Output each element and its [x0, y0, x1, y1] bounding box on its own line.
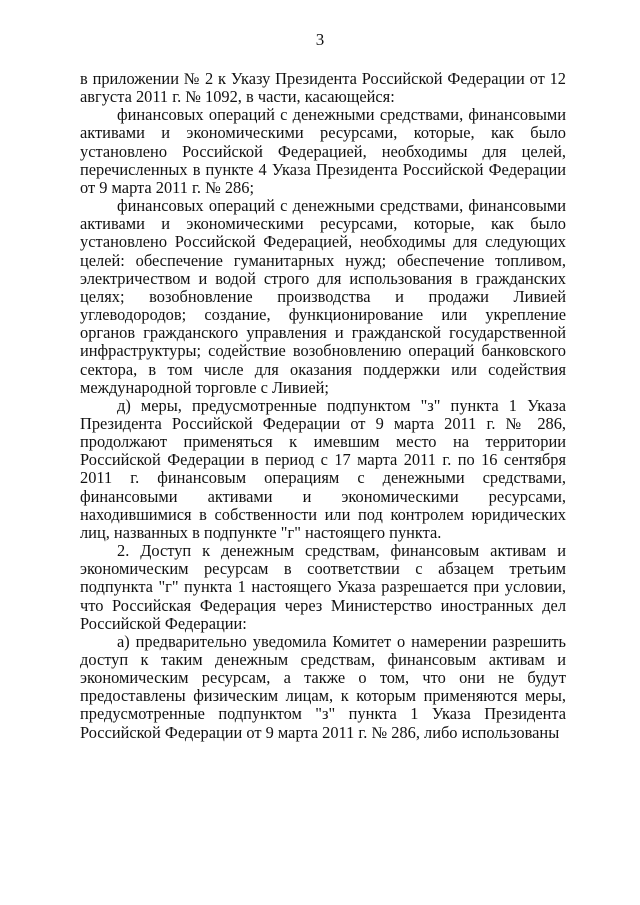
paragraph: а) предварительно уведомила Комитет о намерении разрешить доступ к таким денежным средствам, финансовым активам и экономическим ресурсам, а также о том, что они не будут предоставлены физическим лицам, к которым применяются меры, предусмотренные подпунктом "з" пункта 1 Указа Президента Российской Федерации от 9 марта 2011 г. № 286, либо использованы: [80, 631, 566, 742]
paragraph: финансовых операций с денежными средствами, финансовыми активами и экономическими ресурсами, которые, как было установлено Российской Федерацией, необходимы для следующих целей: обеспечение гуманитарных нужд; обеспечение топливом, электричеством и водой строго для использования в гражданских целях; возобновление производства и продажи Ливией углеводородов; создание, функционирование или укрепление органов гражданского управления и гражданской государственной инфраструктуры; содействие возобновлению операций банковского сектора, в том числе для оказания поддержки или содействия международной торговле с Ливией;: [80, 196, 566, 397]
page-number: 3: [315, 30, 325, 49]
paragraph: 2. Доступ к денежным средствам, финансовым активам и экономическим ресурсам в соответствии с абзацем третьим подпункта "г" пункта 1 настоящего Указа разрешается при условии, что Российская Федерация через Министерство иностранных дел Российской Федерации:: [80, 541, 566, 633]
paragraph: финансовых операций с денежными средствами, финансовыми активами и экономическими ресурсами, которые, как было установлено Российской Федерацией, необходимы для целей, перечисленных в пункте 4 Указа Президента Российской Федерации от 9 марта 2011 г. № 286;: [80, 105, 566, 197]
paragraph: д) меры, предусмотренные подпунктом "з" пункта 1 Указа Президента Российской Федерации от 9 марта 2011 г. № 286, продолжают применяться к имевшим место на территории Российской Федерации в период с 17 марта 2011 г. по 16 сентября 2011 г. финансовым операциям с денежными средствами, финансовыми активами и экономическими ресурсами, находившимися в собственности или под контролем юридических лиц, названных в подпункте "г" настоящего пункта.: [80, 395, 566, 542]
paragraph: в приложении № 2 к Указу Президента Российской Федерации от 12 августа 2011 г. № 1092, в части, касающейся:: [80, 69, 566, 107]
document-body: [80, 70, 566, 742]
